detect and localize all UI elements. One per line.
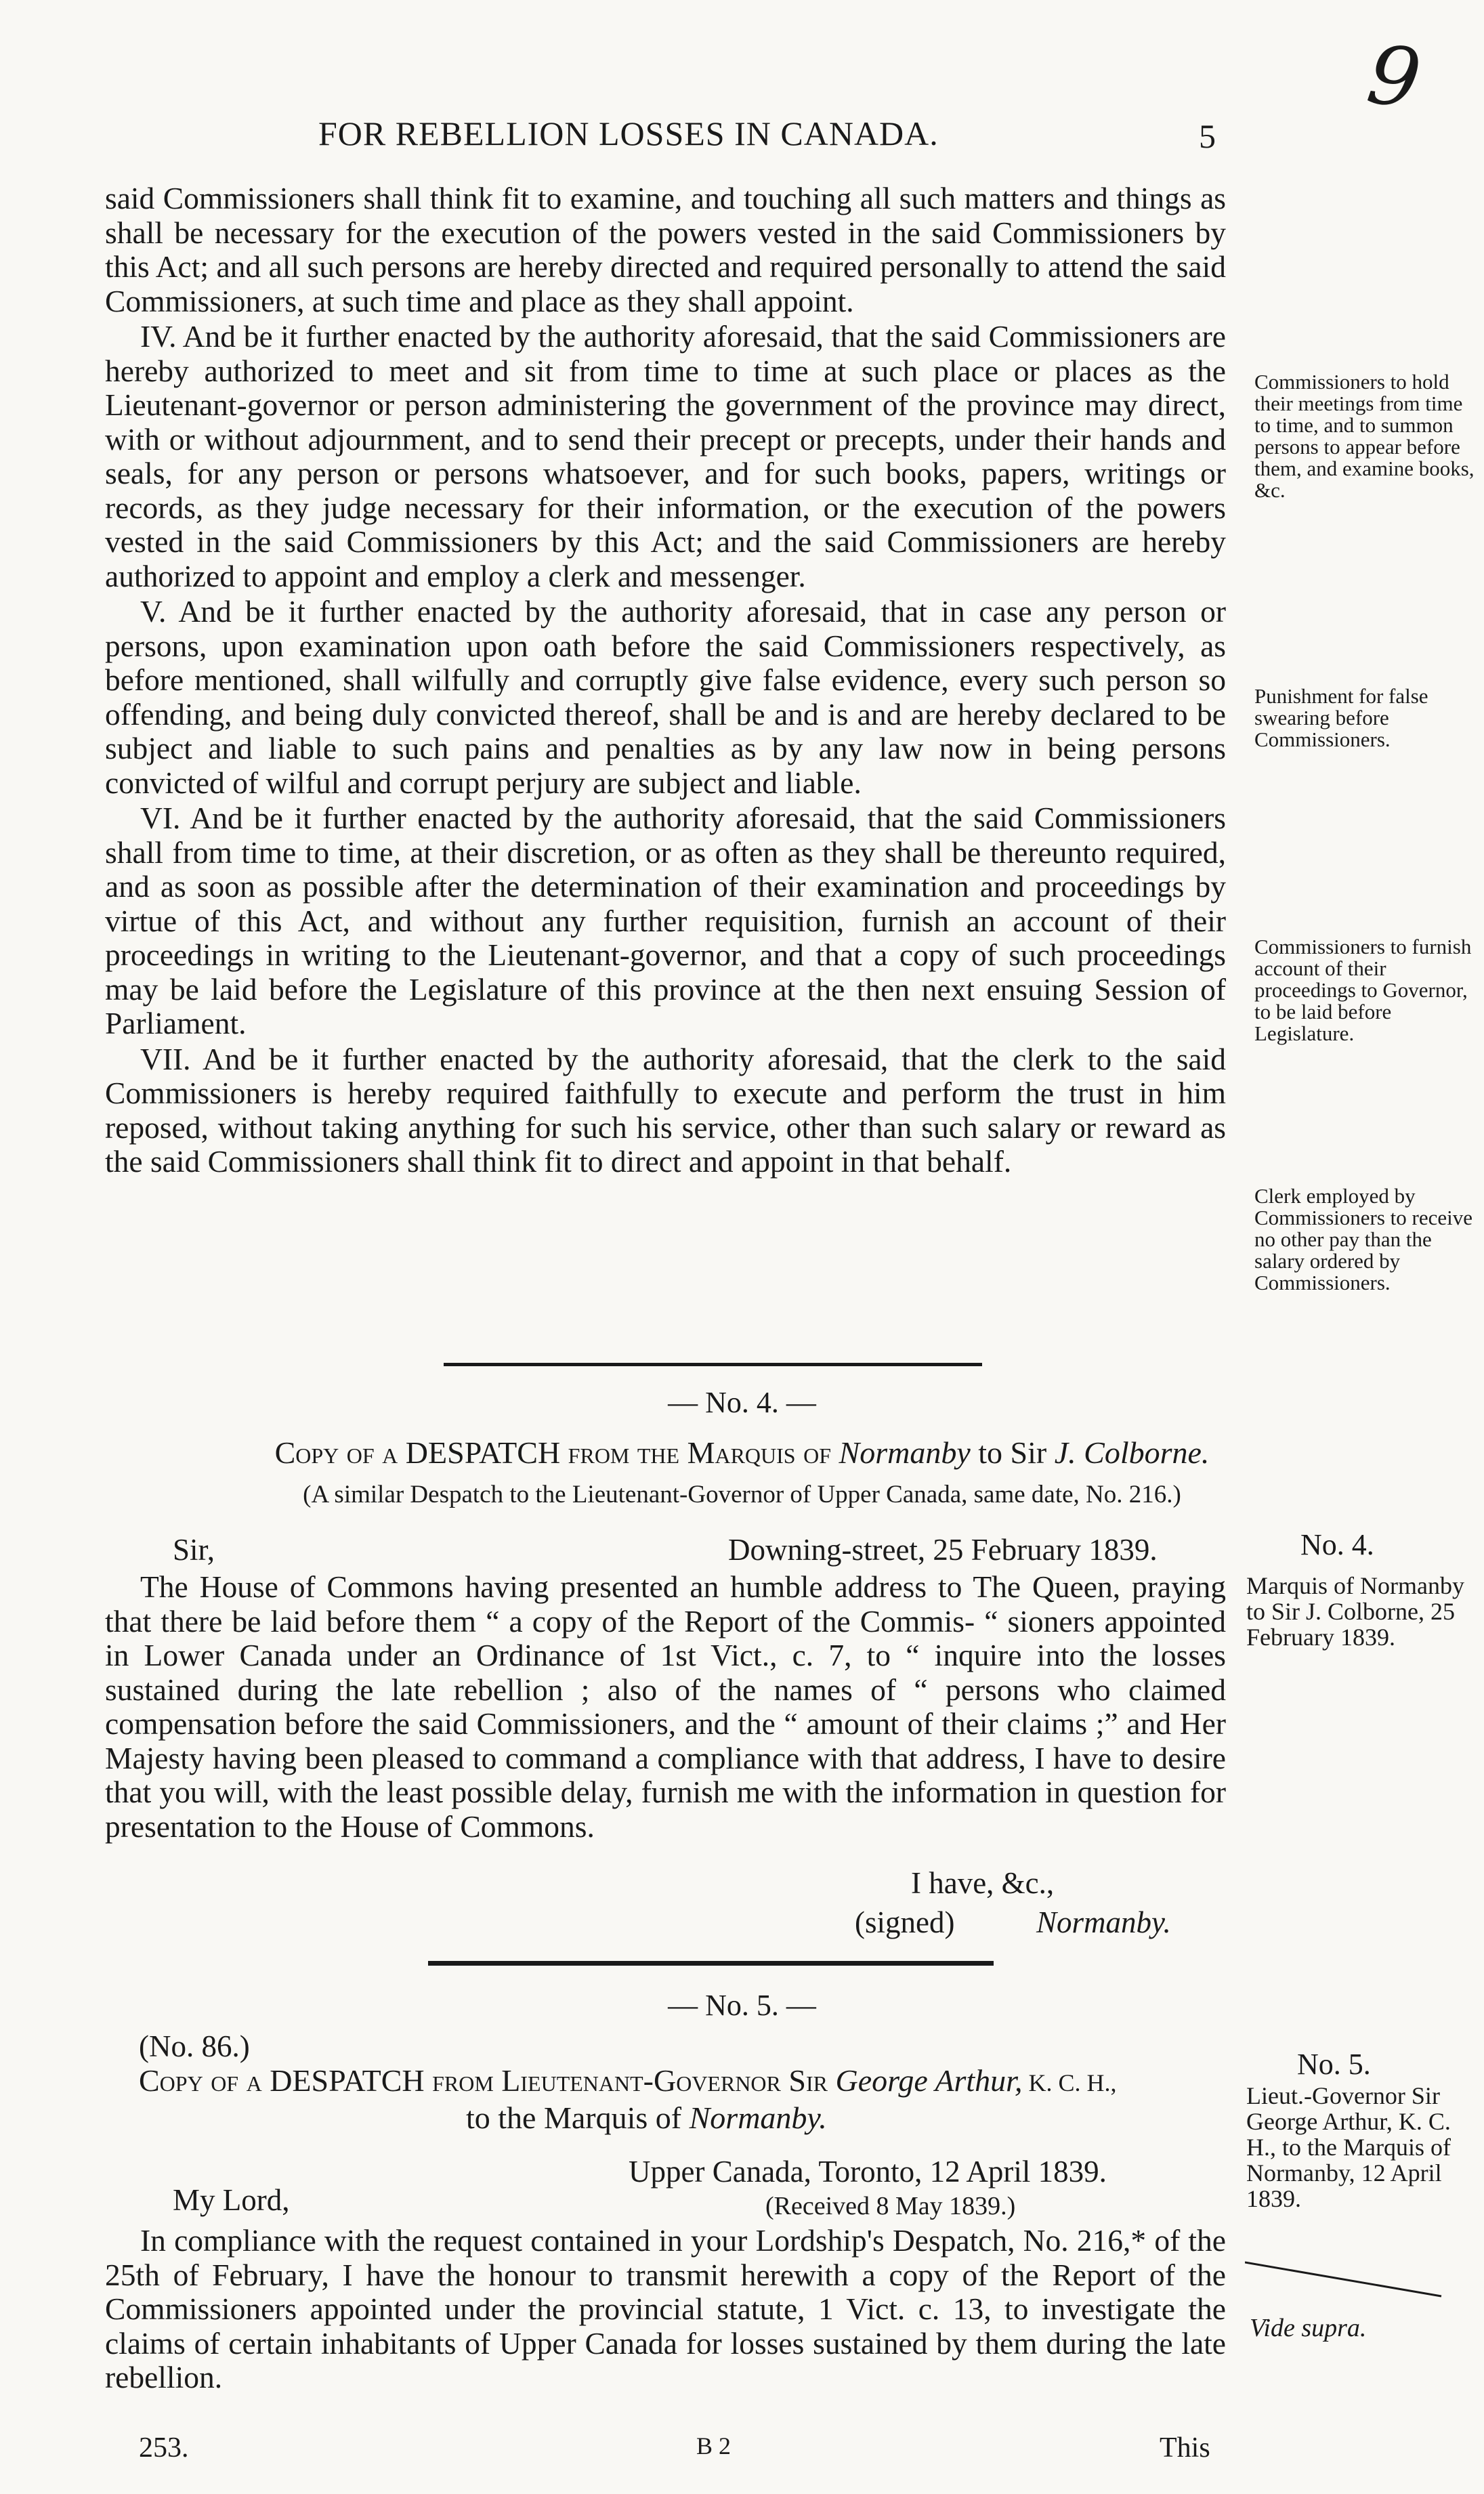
margin-bracket-line bbox=[1245, 2256, 1448, 2310]
sheet-signature: B 2 bbox=[696, 2432, 732, 2459]
despatch-4-body bbox=[105, 1570, 1226, 1844]
despatch-5-title-kch: K. C. H., bbox=[1022, 2069, 1117, 2096]
despatch-4-signed: (signed) bbox=[855, 1905, 955, 1939]
despatch-5-title-mid: to the Marquis of bbox=[466, 2100, 690, 2135]
vide-supra-note bbox=[1250, 2313, 1366, 2343]
section-vii: VII. And be it further enacted by the authority aforesaid, that the clerk to the said Commissioners is hereby required faithfully to execute and perform the trust in him reposed, without taking anything for such his service, other than such salary or reward as the said Commissioners shall think fit to direct and appoint in that behalf. bbox=[105, 1041, 1226, 1179]
running-head: FOR REBELLION LOSSES IN CANADA. bbox=[318, 114, 939, 152]
section-rule bbox=[444, 1363, 982, 1366]
despatch-4-heading: — No. 4. — bbox=[668, 1386, 816, 1419]
despatch-4-title-name2: J. Colborne. bbox=[1054, 1435, 1210, 1470]
section-vi: VI. And be it further enacted by the authority aforesaid, that the said Commissioners shall from time to time, at their discretion, or as often as they shall be thereunto required, and as soon as possible after the determination of their examination and proceedings by virtue of this Act, and without any further requisition, furnish an account of their proceedings in writing to the Lieutenant-governor, and that a copy of such proceedings may be laid before the Legislature of this province at the then next ensuing Session of Parliament. bbox=[105, 801, 1226, 1040]
despatch-5-ref: (No. 86.) bbox=[139, 2029, 250, 2063]
signature-mark: 253. bbox=[139, 2432, 189, 2464]
despatch-4-title-mid: to Sir bbox=[970, 1435, 1055, 1470]
despatch-5-dateline: Upper Canada, Toronto, 12 April 1839. bbox=[629, 2155, 1107, 2189]
despatch-5-heading: — No. 5. — bbox=[668, 1989, 816, 2022]
despatch-5-title-line2 bbox=[466, 2100, 827, 2136]
despatch-5-title-name1: George Arthur, bbox=[835, 2063, 1023, 2098]
vide-supra-text: Vide supra. bbox=[1250, 2314, 1367, 2342]
folio-number: 9 bbox=[1361, 27, 1426, 128]
despatch-5-body-text: In compliance with the request contained in your Lordship's Despatch, No. 216,* of the 25th of February, I have the honour to transmit herewith a copy of the Report of the Commissioners appointed under the provincial statute, 1 Vict. c. 13, to investigate the claims of certain inhabitants of Upper Canada for losses sustained by them during the late rebellion. bbox=[105, 2223, 1226, 2394]
margin-note-vi: Commissioners to furnish account of their proceedings to Governor, to be laid before Legislature. bbox=[1254, 935, 1472, 1045]
despatch-rule bbox=[428, 1961, 994, 1966]
despatch-5-salutation: My Lord, bbox=[173, 2183, 290, 2217]
margin-note-vii: Clerk employed by Commissioners to receive no other pay than the salary ordered by Commissioners. bbox=[1254, 1184, 1472, 1294]
despatch-5-body bbox=[105, 2224, 1226, 2395]
despatch-4-title bbox=[0, 1435, 1484, 1471]
catchword: This bbox=[1160, 2432, 1210, 2464]
despatch-4-margin-no: No. 4. bbox=[1300, 1528, 1374, 1561]
despatch-5-received: (Received 8 May 1839.) bbox=[765, 2192, 1016, 2220]
despatch-4-margin-note: Marquis of Normanby to Sir J. Colborne, 25 February 1839. bbox=[1246, 1572, 1464, 1651]
despatch-5-title-name2: Normanby. bbox=[689, 2100, 827, 2135]
act-text bbox=[105, 182, 1226, 1179]
despatch-4-title-name1: Normanby bbox=[839, 1435, 971, 1470]
despatch-4-signer: Normanby. bbox=[1036, 1905, 1171, 1939]
despatch-5-margin-note: Lieut.-Governor Sir George Arthur, K. C. H., to the Marquis of Normanby, 12 April 1839. bbox=[1246, 2082, 1451, 2212]
despatch-5-title-line1 bbox=[139, 2063, 1117, 2098]
despatch-4-closing: I have, &c., bbox=[911, 1866, 1055, 1900]
page-number: 5 bbox=[1199, 117, 1216, 155]
section-iv: IV. And be it further enacted by the authority aforesaid, that the said Commissioners are hereby authorized to meet and sit from time to time at such place or places as the Lieutenant-governor or person administering the government of the province may direct, with or without adjournment, and to send their precept or precepts, under their hands and seals, for any person or persons whatsoever, and for such books, papers, writings or records, as they judge necessary for their information, or the execution of the powers vested in the said Commissioners by this Act; and the said Commissioners are hereby authorized to appoint and employ a clerk and messenger. bbox=[105, 319, 1226, 593]
despatch-5-margin-no: No. 5. bbox=[1297, 2048, 1371, 2081]
despatch-4-body-text: The House of Commons having presented an humble address to The Queen, praying that there be laid before them “ a copy of the Report of the Commis- “ sioners appointed in Lower Canada under an Ordinance of 1st Vict., c. 7, to “ inquire into the losses sustained during the late rebellion ; also of the names of “ persons who claimed compensation before the said Commissioners, and the “ amount of their claims ;” and Her Majesty having been pleased to command a compliance with that address, I have to desire that you will, with the least possible delay, furnish me with the information in question for presentation to the House of Commons. bbox=[105, 1569, 1226, 1844]
section-v: V. And be it further enacted by the authority aforesaid, that in case any person or persons, upon examination upon oath before the said Commissioners respectively, as before mentioned, shall wilfully and corruptly give false evidence, every such person so offending, and being duly convicted thereof, shall be and is and are hereby declared to be subject and liable to such pains and penalties as by any law now in being persons convicted of wilful and corrupt perjury are subject and liable. bbox=[105, 594, 1226, 800]
intro-paragraph: said Commissioners shall think fit to examine, and touching all such matters and things as shall be necessary for the execution of the powers vested in the said Commissioners by this Act; and all such persons are hereby directed and required personally to attend the said Commissioners, at such time and place as they shall appoint. bbox=[105, 181, 1226, 318]
despatch-4-subtitle: (A similar Despatch to the Lieutenant-Governor of Upper Canada, same date, No. 216.) bbox=[303, 1481, 1181, 1508]
despatch-4-salutation: Sir, bbox=[173, 1533, 215, 1567]
margin-note-iv: Commissioners to hold their meetings from time to time, and to summon persons to appear before them, and examine books, &c. bbox=[1254, 370, 1475, 502]
despatch-4-dateline: Downing-street, 25 February 1839. bbox=[728, 1533, 1158, 1567]
margin-note-v: Punishment for false swearing before Commissioners. bbox=[1254, 684, 1428, 751]
despatch-5-title-text: Copy of a DESPATCH from Lieutenant-Governor Sir bbox=[139, 2063, 836, 2098]
despatch-4-title-text: Copy of a DESPATCH from the Marquis of bbox=[274, 1435, 839, 1470]
